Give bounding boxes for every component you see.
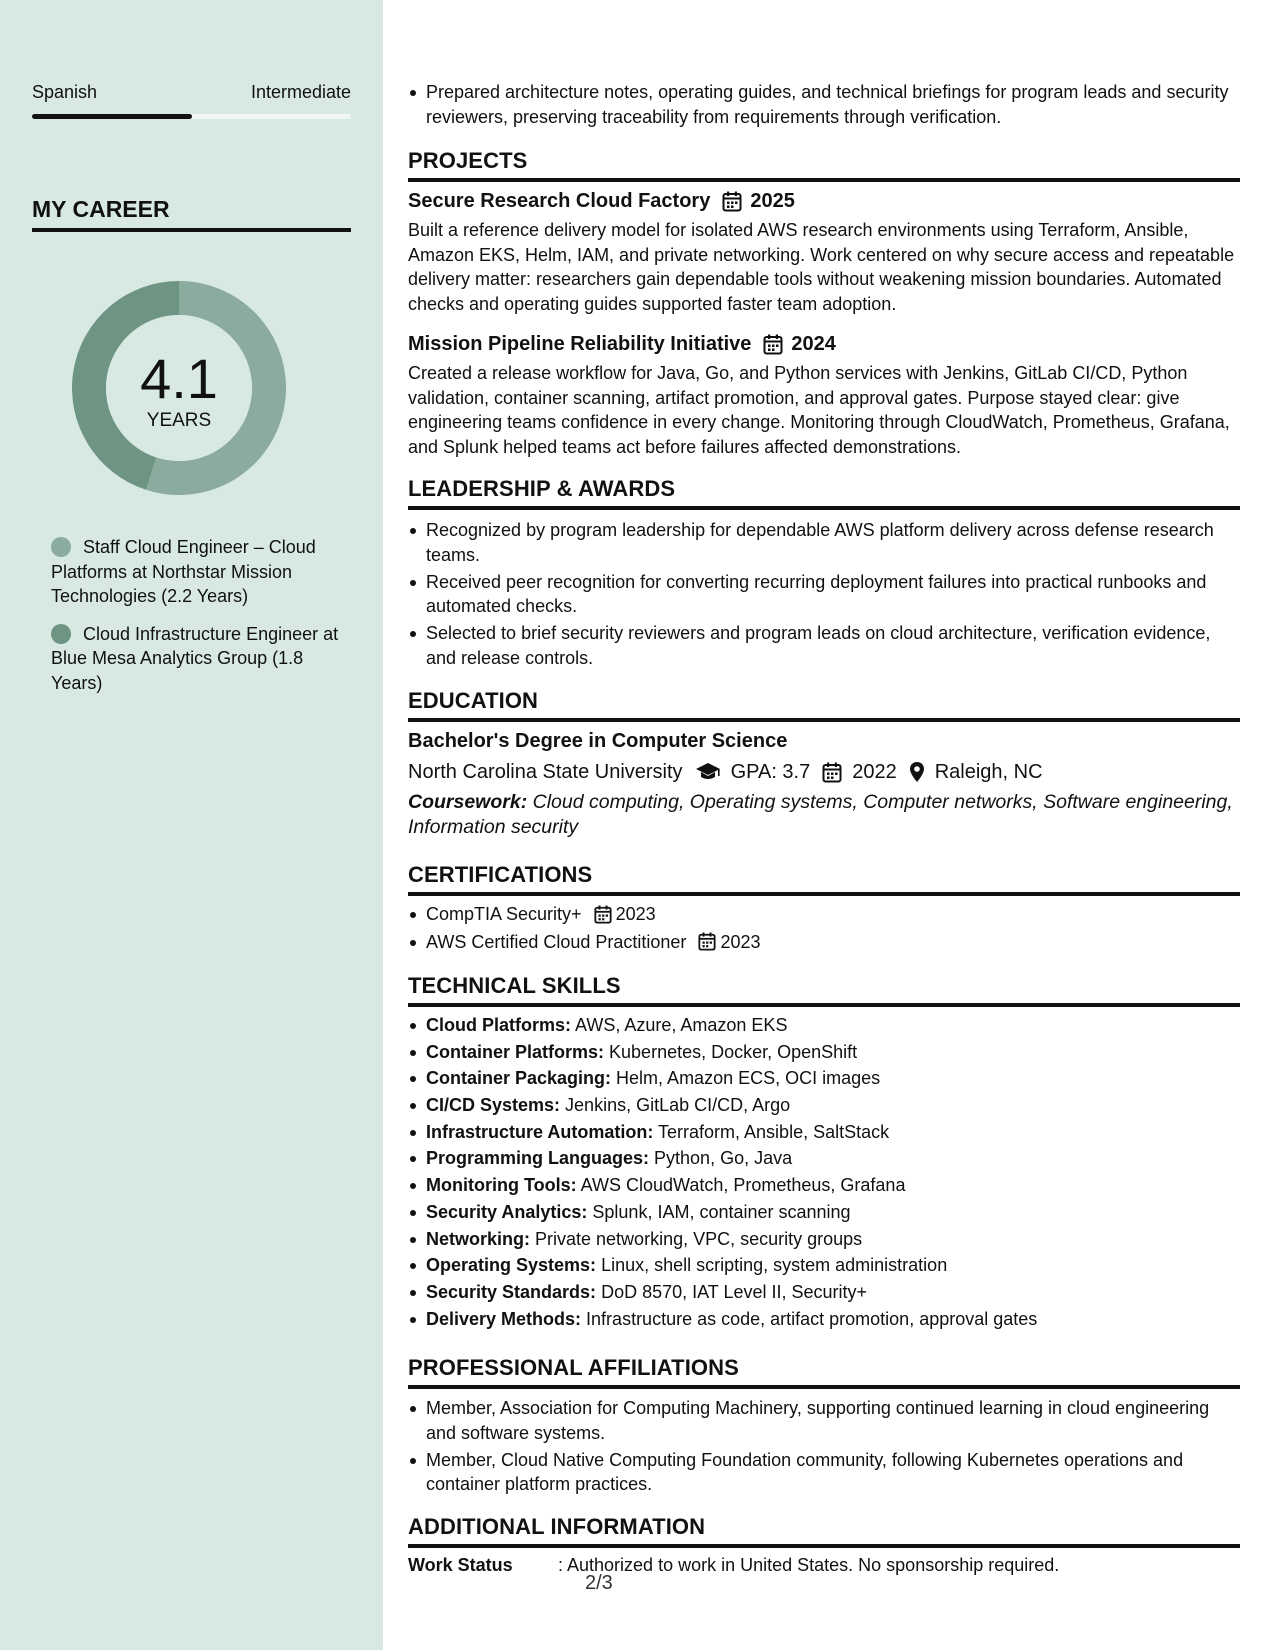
degree-title: Bachelor's Degree in Computer Science: [408, 730, 788, 752]
affiliation-bullet: Member, Association for Computing Machinery, supporting continued learning in cloud engineering and software systems.: [408, 1396, 1240, 1445]
language-name: Spanish: [32, 82, 98, 102]
project-description: Created a release workflow for Java, Go, and Python services with Jenkins, GitLab CI/CD, Python validation, container scanning, artifact promotion, and approval gates. Purpose stayed clear: give engineering teams confidence in every change. Monitoring through CloudWatch, Prometheus, Grafana, and Splunk helped teams act before failures affected demonstrations.: [408, 363, 1230, 457]
gpa: GPA: 3.7: [730, 761, 811, 783]
school-name: North Carolina State University: [408, 761, 683, 783]
skill-item: [408, 1307, 1240, 1332]
certification-item: [408, 902, 1240, 927]
skill-category: Infrastructure Automation:: [426, 1121, 654, 1142]
career-heading: MY CAREER: [32, 196, 351, 232]
graduation-year: 2022: [852, 761, 897, 783]
coursework-list: Cloud computing, Operating systems, Computer networks, Software engineering, Information security: [408, 791, 1233, 838]
affiliations-section: [408, 1355, 1240, 1389]
main-content: [408, 0, 1240, 1650]
career-list: [51, 535, 341, 708]
page-number: 2/3: [585, 1572, 613, 1594]
skill-item: [408, 1200, 1240, 1225]
certification-year: 2023: [615, 904, 656, 924]
project-item: [408, 330, 1240, 459]
work-status-value: : Authorized to work in United States. No sponsorship required.: [558, 1555, 1060, 1575]
career-item: [51, 622, 341, 696]
skill-values: Python, Go, Java: [649, 1148, 793, 1169]
skill-item: [408, 1120, 1240, 1145]
skill-category: CI/CD Systems:: [426, 1095, 561, 1116]
education-entry: [408, 727, 1240, 840]
calendar-icon: [822, 762, 842, 783]
calendar-icon: [722, 191, 742, 212]
skill-item: [408, 1066, 1240, 1091]
language-proficiency-bar: [32, 114, 351, 119]
coursework-label: Coursework:: [408, 791, 528, 813]
skills-list: [408, 1013, 1240, 1333]
certifications-heading: CERTIFICATIONS: [408, 862, 1240, 896]
certification-name: AWS Certified Cloud Practitioner: [426, 931, 687, 952]
skills-section: [408, 973, 1240, 1007]
skill-values: AWS CloudWatch, Prometheus, Grafana: [576, 1175, 906, 1196]
experience-bullet: Prepared architecture notes, operating guides, and technical briefings for program leads and security reviewers, preserving traceability from requirements through verification.: [408, 80, 1240, 129]
affiliation-bullet: Member, Cloud Native Computing Foundation community, following Kubernetes operations and container platform practices.: [408, 1448, 1240, 1497]
skill-category: Programming Languages:: [426, 1148, 650, 1169]
leadership-section: [408, 476, 1240, 510]
language-row: [32, 82, 351, 103]
skill-category: Cloud Platforms:: [426, 1015, 572, 1035]
skill-item: [408, 1013, 1240, 1038]
additional-section: [408, 1514, 1240, 1548]
skill-values: Terraform, Ansible, SaltStack: [653, 1121, 890, 1142]
coursework: [408, 790, 1240, 840]
leadership-bullet: Selected to brief security reviewers and program leads on cloud architecture, verification evidence, and release controls.: [408, 621, 1240, 670]
education-section: [408, 688, 1240, 722]
education-heading: EDUCATION: [408, 688, 1240, 722]
leadership-bullet: Received peer recognition for converting recurring deployment failures into practical runbooks and automated checks.: [408, 570, 1240, 619]
project-year: 2025: [750, 190, 795, 212]
skill-item: [408, 1253, 1240, 1278]
career-item-text: Staff Cloud Engineer – Cloud Platforms at Northstar Mission Technologies (2.2 Years): [51, 537, 316, 606]
skill-values: Jenkins, GitLab CI/CD, Argo: [560, 1095, 791, 1116]
skill-item: [408, 1173, 1240, 1198]
career-total-unit: YEARS: [146, 410, 212, 431]
skill-values: Helm, Amazon ECS, OCI images: [611, 1068, 881, 1089]
skill-category: Container Platforms:: [426, 1041, 605, 1062]
project-item: [408, 187, 1240, 316]
graduation-cap-icon: [695, 762, 721, 782]
career-item-text: Cloud Infrastructure Engineer at Blue Mesa Analytics Group (1.8 Years): [51, 623, 339, 693]
certification-name: CompTIA Security+: [426, 904, 582, 924]
certifications-section: [408, 862, 1240, 896]
language-proficiency-fill: [32, 114, 192, 119]
skill-values: Kubernetes, Docker, OpenShift: [604, 1041, 858, 1062]
certification-year: 2023: [720, 931, 761, 952]
calendar-icon: [698, 932, 716, 951]
legend-dot-icon: [51, 624, 71, 644]
leadership-heading: LEADERSHIP & AWARDS: [408, 476, 1240, 510]
skill-category: Operating Systems:: [426, 1255, 597, 1276]
calendar-icon: [763, 334, 783, 355]
career-total-years: 4.1: [140, 347, 218, 410]
skill-values: DoD 8570, IAT Level II, Security+: [596, 1281, 868, 1302]
career-item: [51, 535, 341, 609]
legend-dot-icon: [51, 537, 71, 557]
location-pin-icon: [909, 761, 925, 783]
skill-item: [408, 1227, 1240, 1252]
skill-values: Infrastructure as code, artifact promotion, approval gates: [581, 1308, 1038, 1329]
skill-values: AWS, Azure, Amazon EKS: [571, 1015, 788, 1035]
work-status-label: Work Status: [408, 1555, 513, 1575]
certification-item: [408, 930, 1240, 955]
skill-values: Splunk, IAM, container scanning: [587, 1201, 851, 1222]
affiliations-list: [408, 1396, 1240, 1499]
skill-category: Monitoring Tools:: [426, 1175, 577, 1196]
projects-section: [408, 148, 1240, 182]
leadership-bullet: Recognized by program leadership for dependable AWS platform delivery across defense research teams.: [408, 518, 1240, 567]
sidebar: [0, 0, 383, 1650]
projects-heading: PROJECTS: [408, 148, 1240, 182]
skill-category: Container Packaging:: [426, 1068, 612, 1089]
skill-values: Linux, shell scripting, system administration: [596, 1255, 948, 1276]
leadership-list: [408, 518, 1240, 673]
project-year: 2024: [791, 333, 836, 355]
project-title: Secure Research Cloud Factory: [408, 190, 711, 212]
additional-heading: ADDITIONAL INFORMATION: [408, 1514, 1240, 1548]
skill-category: Security Standards:: [426, 1281, 597, 1302]
certifications-list: [408, 902, 1240, 957]
skill-category: Delivery Methods:: [426, 1308, 582, 1329]
project-description: Built a reference delivery model for isolated AWS research environments using Terraform, Ansible, Amazon EKS, Helm, IAM, and private networking. Work centered on why secure access and repeatable delivery matter: researchers gain dependable tools without weakening mission boundaries. Automated checks and operating guides supported faster team adoption.: [408, 220, 1235, 314]
work-status-row: [408, 1555, 1240, 1576]
skill-item: [408, 1093, 1240, 1118]
skill-values: Private networking, VPC, security groups: [530, 1228, 863, 1249]
skill-item: [408, 1146, 1240, 1171]
language-level: Intermediate: [250, 82, 351, 102]
calendar-icon: [594, 905, 612, 924]
skill-item: [408, 1040, 1240, 1065]
skill-category: Security Analytics:: [426, 1201, 588, 1222]
project-title: Mission Pipeline Reliability Initiative: [408, 333, 752, 355]
school-location: Raleigh, NC: [934, 761, 1043, 783]
skills-heading: TECHNICAL SKILLS: [408, 973, 1240, 1007]
affiliations-heading: PROFESSIONAL AFFILIATIONS: [408, 1355, 1240, 1389]
experience-continued: [408, 80, 1240, 132]
skill-category: Networking:: [426, 1228, 531, 1249]
skill-item: [408, 1280, 1240, 1305]
